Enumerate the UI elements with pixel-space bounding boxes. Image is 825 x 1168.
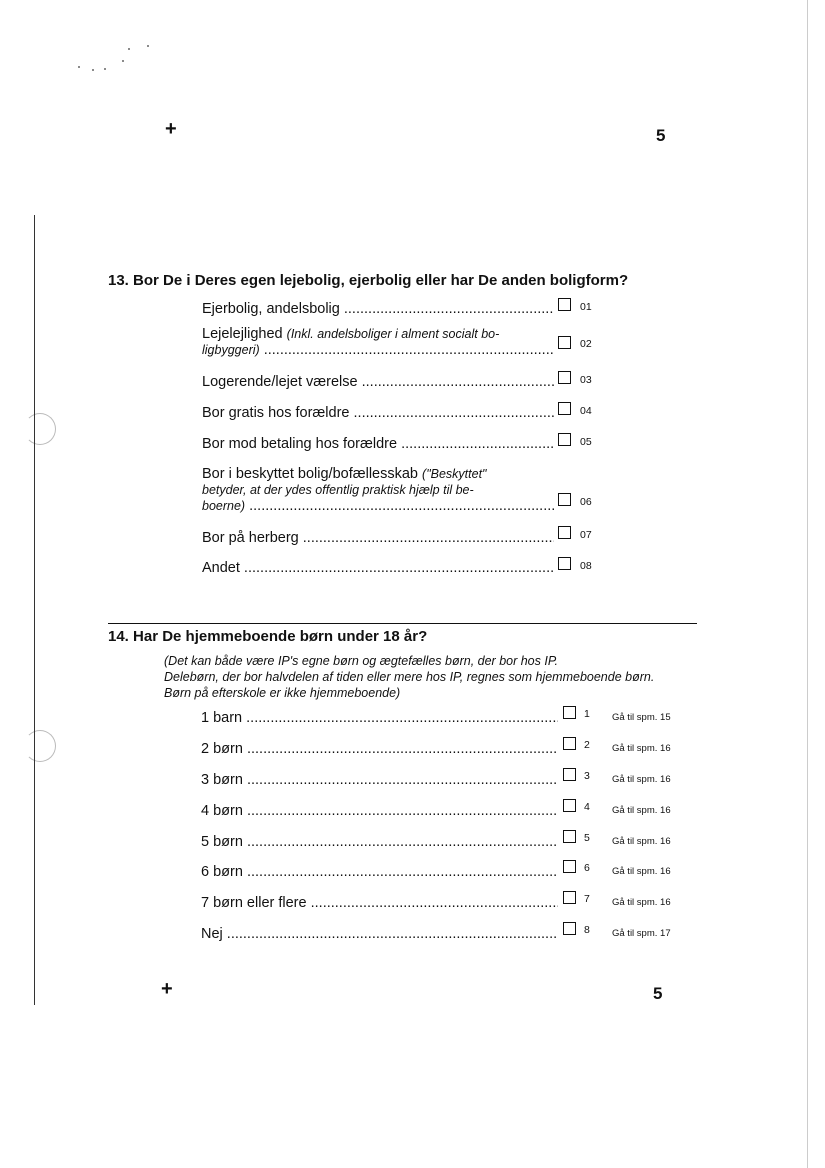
q13-option-label: Bor på herberg ..... [202, 530, 554, 546]
q13-checkbox-02[interactable] [558, 336, 571, 349]
q13-code: 06 [580, 496, 592, 508]
q14-option-label: 7 børn eller flere ..... [201, 895, 558, 911]
q13-checkbox-03[interactable] [558, 371, 571, 384]
q13-checkbox-07[interactable] [558, 526, 571, 539]
q13-checkbox-04[interactable] [558, 402, 571, 415]
q13-option-06-text [202, 466, 554, 514]
q14-code: 3 [584, 770, 590, 782]
q14-skip-instruction: Gå til spm. 16 [612, 743, 671, 754]
scan-speck [122, 60, 124, 62]
q13-checkbox-01[interactable] [558, 298, 571, 311]
q13-option-label: Logerende/lejet værelse ..... [202, 374, 554, 390]
q13-code: 03 [580, 374, 592, 386]
q14-code: 8 [584, 924, 590, 936]
page-number-bottom: 5 [653, 984, 663, 1003]
q13-option-note: ("Beskyttet" [422, 467, 487, 481]
scan-speck [78, 66, 80, 68]
q13-option-note: (Inkl. andelsboliger i alment socialt bo- [286, 327, 500, 341]
q14-checkbox-2[interactable] [563, 737, 576, 750]
q13-code: 02 [580, 338, 592, 350]
scan-speck [128, 48, 130, 50]
q14-checkbox-7[interactable] [563, 891, 576, 904]
q14-note-line: (Det kan både være IP's egne børn og ægtefælles børn, der bor hos IP. [164, 654, 559, 668]
q14-checkbox-6[interactable] [563, 860, 576, 873]
q13-checkbox-08[interactable] [558, 557, 571, 570]
margin-line [34, 215, 35, 1005]
section-divider [108, 623, 697, 624]
q14-option-label: 3 børn ..... [201, 772, 558, 788]
q14-skip-instruction: Gå til spm. 16 [612, 897, 671, 908]
scan-speck [92, 69, 94, 71]
scan-edge-line [807, 0, 808, 1168]
q14-option-label: Nej ..... [201, 926, 558, 942]
q14-skip-instruction: Gå til spm. 15 [612, 712, 671, 723]
q14-checkbox-5[interactable] [563, 830, 576, 843]
punch-hole [24, 730, 56, 762]
q13-option-label: Lejelejlighed [202, 326, 283, 342]
q14-option-label: 2 børn ..... [201, 741, 558, 757]
q14-code: 5 [584, 832, 590, 844]
q14-option-label: 1 barn ..... [201, 710, 558, 726]
q14-note-line: Delebørn, der bor halvdelen af tiden eller mere hos IP, regnes som hjemmeboende børn. [164, 670, 655, 684]
q14-checkbox-3[interactable] [563, 768, 576, 781]
registration-mark-top: + [165, 118, 177, 140]
q13-option-label: Bor i beskyttet bolig/bofællesskab [202, 466, 418, 482]
q14-skip-instruction: Gå til spm. 16 [612, 836, 671, 847]
q14-skip-instruction: Gå til spm. 16 [612, 866, 671, 877]
q14-checkbox-4[interactable] [563, 799, 576, 812]
q14-code: 1 [584, 708, 590, 720]
q13-code: 01 [580, 301, 592, 313]
q14-option-label: 5 børn ..... [201, 834, 558, 850]
q13-option-02-text [202, 326, 554, 358]
q13-checkbox-05[interactable] [558, 433, 571, 446]
q14-option-label: 6 børn ..... [201, 864, 558, 880]
q13-code: 07 [580, 529, 592, 541]
q13-code: 05 [580, 436, 592, 448]
q13-option-label: Ejerbolig, andelsbolig ..... [202, 301, 554, 317]
q13-option-label: Bor gratis hos forældre ..... [202, 405, 554, 421]
q13-option-note: ligbyggeri) [202, 343, 260, 357]
punch-hole [24, 413, 56, 445]
scan-speck [104, 68, 106, 70]
scan-speck [147, 45, 149, 47]
q14-code: 2 [584, 739, 590, 751]
q13-option-label: Bor mod betaling hos forældre ..... [202, 436, 554, 452]
q14-code: 6 [584, 862, 590, 874]
q14-skip-instruction: Gå til spm. 16 [612, 805, 671, 816]
q14-checkbox-1[interactable] [563, 706, 576, 719]
q13-option-note: betyder, at der ydes offentlig praktisk hjælp til be- [202, 483, 474, 497]
q14-skip-instruction: Gå til spm. 16 [612, 774, 671, 785]
q14-option-label: 4 børn ..... [201, 803, 558, 819]
page-number-top: 5 [656, 126, 666, 145]
q14-skip-instruction: Gå til spm. 17 [612, 928, 671, 939]
q14-code: 7 [584, 893, 590, 905]
q13-code: 04 [580, 405, 592, 417]
q14-code: 4 [584, 801, 590, 813]
q14-checkbox-8[interactable] [563, 922, 576, 935]
q13-option-note: boerne) [202, 499, 246, 513]
q13-code: 08 [580, 560, 592, 572]
question-14-title: 14. Har De hjemmeboende børn under 18 år? [108, 628, 428, 645]
registration-mark-bottom: + [161, 978, 173, 1000]
q14-note-line: Børn på efterskole er ikke hjemmeboende) [164, 686, 401, 700]
question-13-title: 13. Bor De i Deres egen lejebolig, ejerbolig eller har De anden boligform? [108, 272, 629, 289]
q13-option-label: Andet ..... [202, 560, 554, 576]
q13-checkbox-06[interactable] [558, 493, 571, 506]
